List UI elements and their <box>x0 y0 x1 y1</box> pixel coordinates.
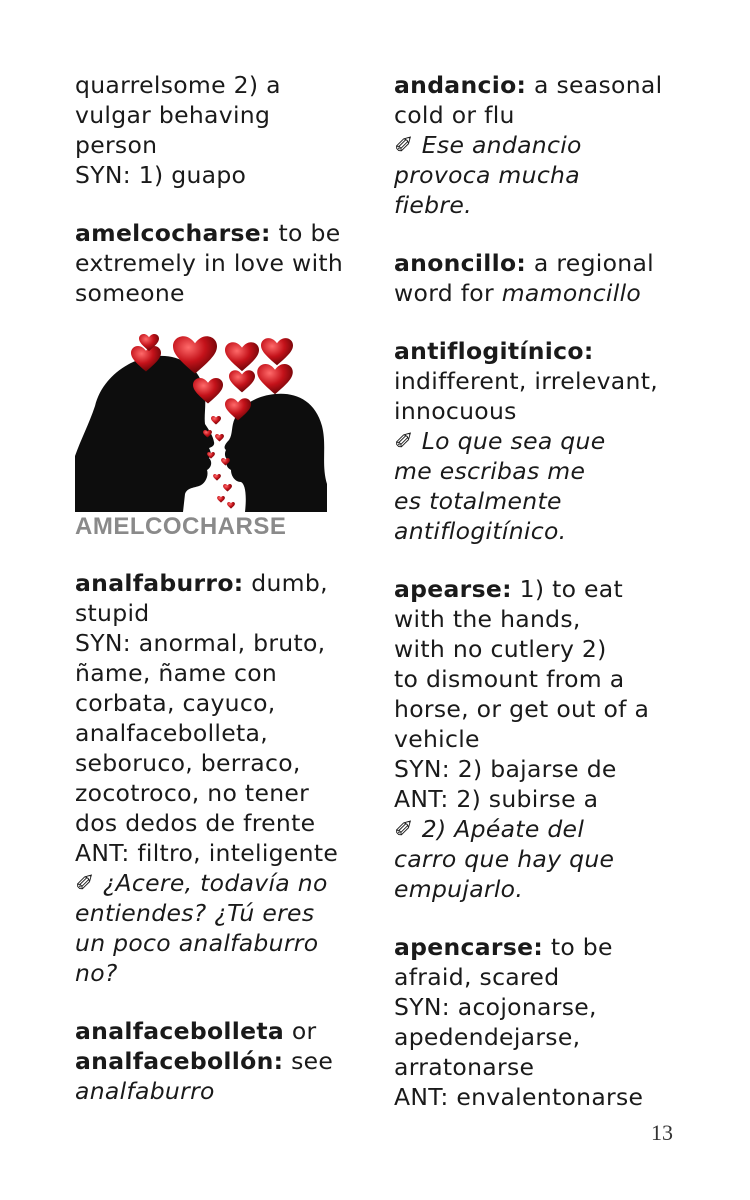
synonyms-line: zocotroco, no tener <box>75 779 310 807</box>
example-line: es totalmente <box>394 487 562 515</box>
definition-line: with the hands, <box>394 605 581 633</box>
headword: andancio: <box>394 71 527 99</box>
example-line: provoca mucha <box>394 161 580 189</box>
headword: antiflogitínico: <box>394 337 594 365</box>
synonyms-line: dos dedos de frente <box>75 809 316 837</box>
example-line: ✐ ¿Acere, todavía no <box>75 869 328 897</box>
headword: anoncillo: <box>394 249 527 277</box>
example-line: entiendes? ¿Tú eres <box>75 899 315 927</box>
headword: apearse: <box>394 575 512 603</box>
headword: analfacebollón: <box>75 1047 284 1075</box>
synonyms-line: apedendejarse, <box>394 1023 581 1051</box>
definition: dumb, <box>251 569 328 597</box>
definition: a seasonal <box>534 71 663 99</box>
entry-continuation <box>75 70 365 190</box>
entry-line: quarrelsome 2) a <box>75 71 281 99</box>
example-line: fiebre. <box>394 191 472 219</box>
example-line: carro que hay que <box>394 845 615 873</box>
definition-line: stupid <box>75 599 150 627</box>
example-line: antiflogitínico. <box>394 517 567 545</box>
example-line: no? <box>75 959 118 987</box>
synonyms-line: seboruco, berraco, <box>75 749 301 777</box>
definition-line: indifferent, irrelevant, <box>394 367 658 395</box>
definition: to be <box>550 933 613 961</box>
conjunction: or <box>291 1017 317 1045</box>
antonyms-line: ANT: filtro, inteligente <box>75 839 339 867</box>
synonyms-line: SYN: 2) bajarse de <box>394 755 617 783</box>
synonyms-line: SYN: acojonarse, <box>394 993 597 1021</box>
cross-reference: mamoncillo <box>501 279 642 307</box>
definition-line: horse, or get out of a <box>394 695 650 723</box>
example-line: ✐ Ese andancio <box>394 131 582 159</box>
synonyms-line: corbata, cayuco, <box>75 689 276 717</box>
antonyms-line: ANT: 2) subirse a <box>394 785 599 813</box>
headword: amelcocharse: <box>75 219 271 247</box>
silhouettes-hearts-image <box>75 334 327 512</box>
example-line: ✐ 2) Apéate del <box>394 815 585 843</box>
entry-apencarse <box>394 932 694 1112</box>
definition-line: cold or flu <box>394 101 515 129</box>
entry-analfacebolleta <box>75 1016 365 1106</box>
synonyms-line: analfacebolleta, <box>75 719 268 747</box>
definition-line: to dismount from a <box>394 665 625 693</box>
headword: apencarse: <box>394 933 544 961</box>
illustration-caption: AMELCOCHARSE <box>75 513 287 540</box>
cross-reference: analfaburro <box>75 1077 215 1105</box>
definition-line: with no cutlery 2) <box>394 635 607 663</box>
definition: to be <box>278 219 341 247</box>
definition-line: innocuous <box>394 397 517 425</box>
definition-line: someone <box>75 279 185 307</box>
example-line: un poco analfaburro <box>75 929 319 957</box>
definition: 1) to eat <box>519 575 624 603</box>
see-label: see <box>291 1047 334 1075</box>
example-line: ✐ Lo que sea que <box>394 427 606 455</box>
synonyms-line: arratonarse <box>394 1053 535 1081</box>
entry-apearse <box>394 574 694 904</box>
antonyms-line: ANT: envalentonarse <box>394 1083 644 1111</box>
entry-anoncillo <box>394 248 694 308</box>
definition: a regional <box>533 249 655 277</box>
headword: analfacebolleta <box>75 1017 285 1045</box>
left-column <box>75 70 365 1106</box>
synonyms-line: SYN: anormal, bruto, <box>75 629 326 657</box>
entry-andancio <box>394 70 694 220</box>
page-number: 13 <box>651 1120 673 1145</box>
example-line: empujarlo. <box>394 875 524 903</box>
definition-line: vehicle <box>394 725 480 753</box>
entry-amelcocharse <box>75 218 365 308</box>
synonyms-line: ñame, ñame con <box>75 659 278 687</box>
headword: analfaburro: <box>75 569 244 597</box>
definition: word for <box>394 279 494 307</box>
entry-analfaburro <box>75 568 365 988</box>
definition-line: afraid, scared <box>394 963 560 991</box>
entry-line: SYN: 1) guapo <box>75 161 247 189</box>
right-column <box>394 70 694 1112</box>
entry-antiflogitinico <box>394 336 694 546</box>
illustration-kissing-silhouettes <box>75 334 327 512</box>
entry-line: vulgar behaving <box>75 101 271 129</box>
definition-line: extremely in love with <box>75 249 344 277</box>
entry-line: person <box>75 131 158 159</box>
example-line: me escribas me <box>394 457 586 485</box>
